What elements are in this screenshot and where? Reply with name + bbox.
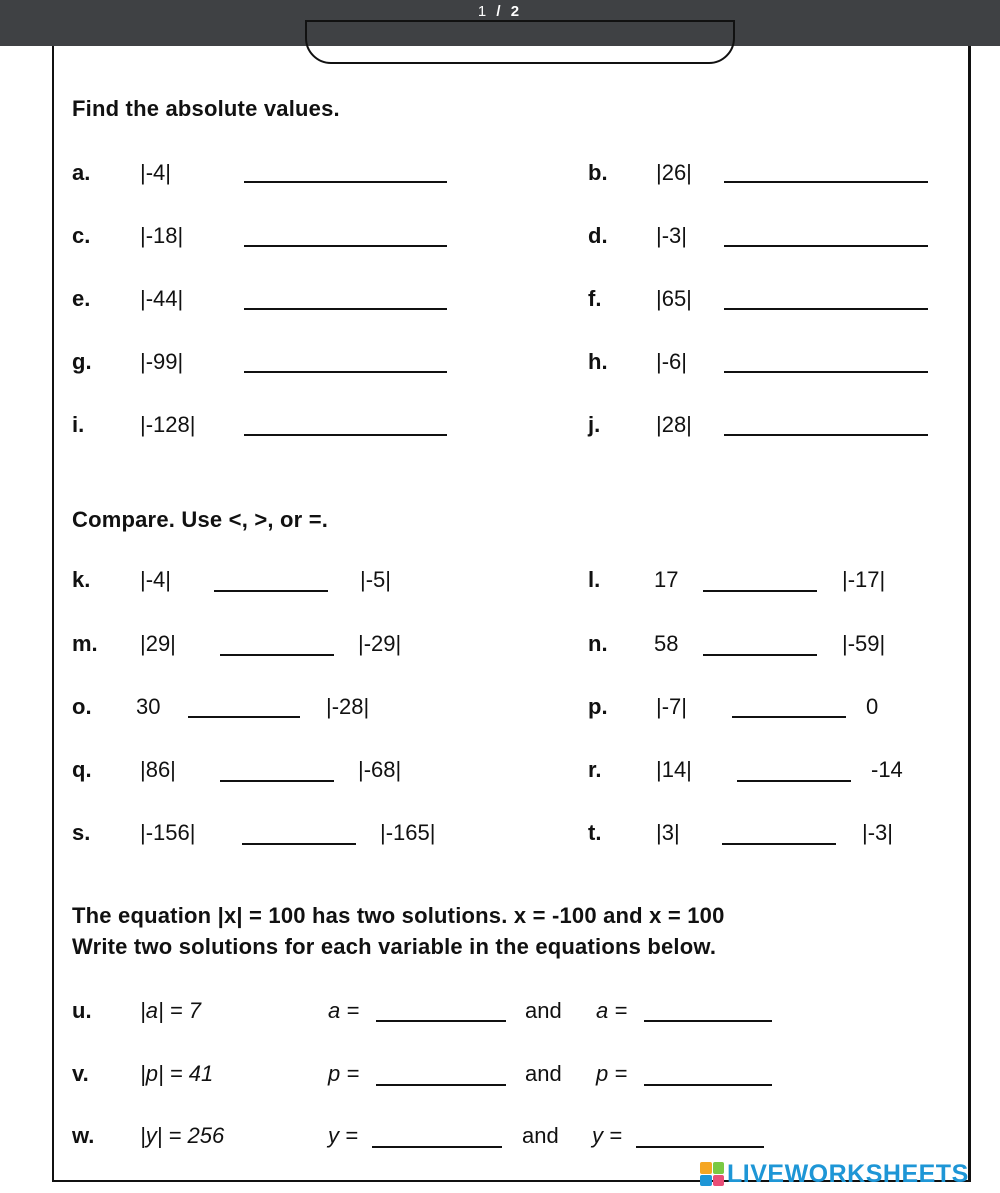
item-label-a: a.: [72, 160, 91, 185]
item-left-m: |29|: [140, 631, 176, 656]
item-label-l: l.: [588, 567, 601, 592]
answer-line-l[interactable]: [703, 590, 817, 592]
item-eq-w: |y| = 256: [140, 1123, 225, 1148]
item-label-n: n.: [588, 631, 608, 656]
item-expr-h: |-6|: [656, 349, 687, 374]
item-label-q: q.: [72, 757, 92, 782]
item-label-b: b.: [588, 160, 608, 185]
item-expr-j: |28|: [656, 412, 692, 437]
page-indicator: 1 / 2: [477, 3, 523, 20]
liveworksheets-logo: [700, 1158, 969, 1190]
item-var-w-2: y =: [592, 1123, 622, 1148]
item-label-u: u.: [72, 998, 92, 1023]
item-expr-c: |-18|: [140, 223, 184, 248]
item-expr-b: |26|: [656, 160, 692, 185]
answer-line-c[interactable]: [244, 245, 447, 247]
answer-line-m[interactable]: [220, 654, 334, 656]
item-expr-i: |-128|: [140, 412, 196, 437]
item-label-t: t.: [588, 820, 602, 845]
item-label-c: c.: [72, 223, 91, 248]
item-left-t: |3|: [656, 820, 680, 845]
answer-line-g[interactable]: [244, 371, 447, 373]
answer-line-u-2[interactable]: [644, 1020, 772, 1022]
worksheet-border-right: [968, 46, 971, 1182]
section2-heading: Compare. Use <, >, or =.: [72, 507, 329, 532]
answer-line-r[interactable]: [737, 780, 851, 782]
and-word-v: and: [525, 1061, 562, 1086]
item-label-v: v.: [72, 1061, 89, 1086]
answer-line-w-2[interactable]: [636, 1146, 764, 1148]
item-label-r: r.: [588, 757, 602, 782]
item-eq-u: |a| = 7: [140, 998, 201, 1023]
item-left-n: 58: [654, 631, 679, 656]
item-label-h: h.: [588, 349, 608, 374]
logo-icon: [700, 1162, 724, 1186]
worksheet-border-left: [52, 46, 54, 1182]
item-left-p: |-7|: [656, 694, 687, 719]
item-expr-g: |-99|: [140, 349, 184, 374]
answer-line-d[interactable]: [724, 245, 928, 247]
item-label-k: k.: [72, 567, 91, 592]
item-var-w-1: y =: [328, 1123, 358, 1148]
item-eq-v: |p| = 41: [140, 1061, 214, 1086]
item-right-m: |-29|: [358, 631, 402, 656]
logo-square-2: [713, 1162, 725, 1174]
answer-line-v-1[interactable]: [376, 1084, 506, 1086]
answer-line-e[interactable]: [244, 308, 447, 310]
logo-square-4: [713, 1175, 725, 1187]
answer-line-o[interactable]: [188, 716, 300, 718]
answer-line-t[interactable]: [722, 843, 836, 845]
item-left-o: 30: [136, 694, 161, 719]
answer-line-v-2[interactable]: [644, 1084, 772, 1086]
item-right-t: |-3|: [862, 820, 893, 845]
item-right-n: |-59|: [842, 631, 886, 656]
item-label-m: m.: [72, 631, 98, 656]
item-label-s: s.: [72, 820, 91, 845]
item-left-q: |86|: [140, 757, 176, 782]
answer-line-a[interactable]: [244, 181, 447, 183]
logo-wordmark: LIVEWORKSHEETS: [727, 1159, 969, 1188]
answer-line-p[interactable]: [732, 716, 846, 718]
logo-square-1: [700, 1162, 712, 1174]
answer-line-w-1[interactable]: [372, 1146, 502, 1148]
and-word-w: and: [522, 1123, 559, 1148]
section1-heading: Find the absolute values.: [72, 96, 340, 121]
item-label-f: f.: [588, 286, 602, 311]
item-left-s: |-156|: [140, 820, 196, 845]
item-label-g: g.: [72, 349, 92, 374]
answer-line-n[interactable]: [703, 654, 817, 656]
item-left-k: |-4|: [140, 567, 171, 592]
item-right-k: |-5|: [360, 567, 391, 592]
item-var-u-2: a =: [596, 998, 628, 1023]
item-label-j: j.: [588, 412, 601, 437]
item-var-v-1: p =: [328, 1061, 360, 1086]
item-label-o: o.: [72, 694, 92, 719]
item-label-i: i.: [72, 412, 85, 437]
title-box: [305, 20, 735, 64]
item-expr-f: |65|: [656, 286, 692, 311]
item-label-w: w.: [72, 1123, 95, 1148]
item-label-e: e.: [72, 286, 91, 311]
item-right-l: |-17|: [842, 567, 886, 592]
answer-line-j[interactable]: [724, 434, 928, 436]
answer-line-i[interactable]: [244, 434, 447, 436]
answer-line-q[interactable]: [220, 780, 334, 782]
logo-square-3: [700, 1175, 712, 1187]
answer-line-b[interactable]: [724, 181, 928, 183]
item-right-r: -14: [871, 757, 903, 782]
and-word-u: and: [525, 998, 562, 1023]
item-right-q: |-68|: [358, 757, 402, 782]
section3-instruction: Write two solutions for each variable in the equations below.: [72, 934, 717, 959]
item-left-l: 17: [654, 567, 679, 592]
answer-line-u-1[interactable]: [376, 1020, 506, 1022]
item-expr-e: |-44|: [140, 286, 184, 311]
item-right-s: |-165|: [380, 820, 436, 845]
item-label-d: d.: [588, 223, 608, 248]
item-right-o: |-28|: [326, 694, 370, 719]
item-expr-d: |-3|: [656, 223, 687, 248]
item-right-p: 0: [866, 694, 879, 719]
item-var-u-1: a =: [328, 998, 360, 1023]
item-var-v-2: p =: [596, 1061, 628, 1086]
answer-line-s[interactable]: [242, 843, 356, 845]
item-left-r: |14|: [656, 757, 692, 782]
answer-line-f[interactable]: [724, 308, 928, 310]
section3-intro: The equation |x| = 100 has two solutions. x = -100 and x = 100: [72, 903, 725, 928]
item-label-p: p.: [588, 694, 608, 719]
answer-line-h[interactable]: [724, 371, 928, 373]
answer-line-k[interactable]: [214, 590, 328, 592]
item-expr-a: |-4|: [140, 160, 171, 185]
